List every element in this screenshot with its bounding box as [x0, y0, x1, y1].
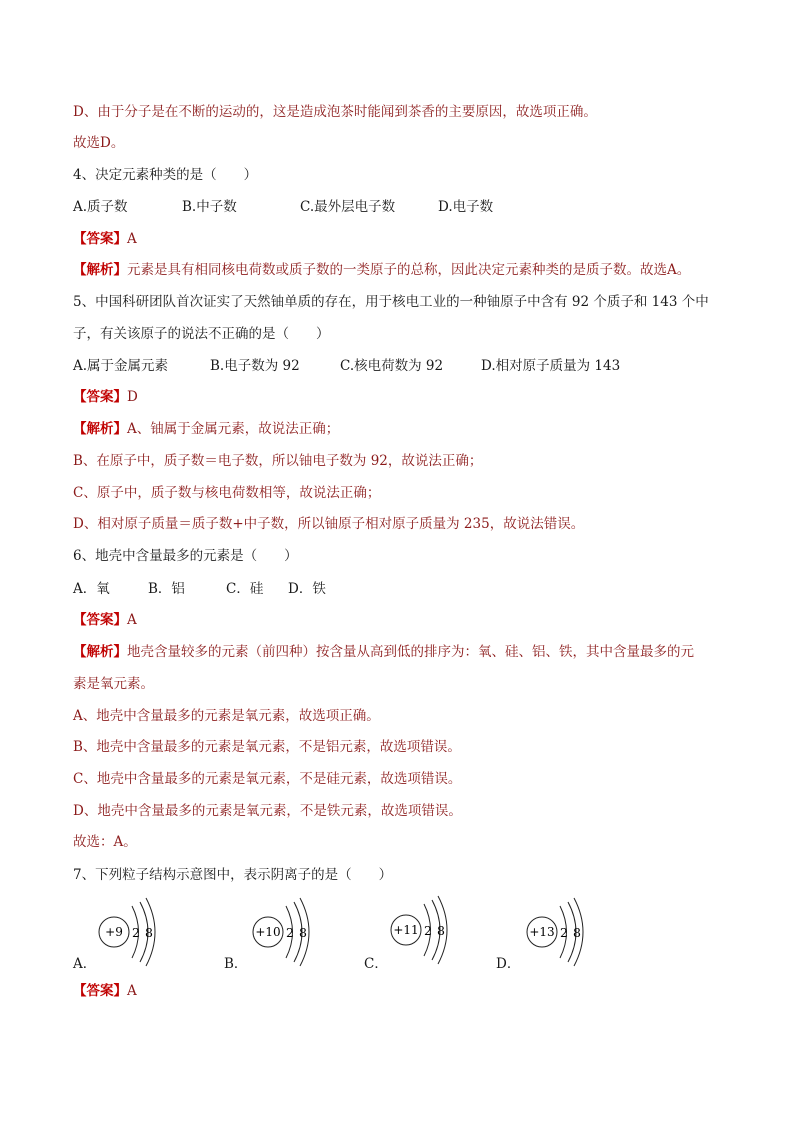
q4-answer — [73, 230, 137, 248]
atom-structure-icon — [96, 894, 176, 964]
shell-2-electrons: 8 — [573, 925, 581, 940]
answer-tag: 【答案】 — [73, 231, 127, 247]
q6-option-a: A．氧 — [73, 581, 110, 597]
shell-2-electrons: 8 — [437, 923, 445, 938]
q7-answer — [73, 982, 137, 1000]
q5-analysis-b: B、在原子中，质子数＝电子数，所以铀电子数为 92，故说法正确； — [73, 453, 483, 469]
analysis-tag: 【解析】 — [73, 421, 127, 437]
q6-analysis-d: D、地壳中含量最多的元素是氧元素，不是铁元素，故选项错误。 — [73, 803, 462, 819]
atom-structure-icon — [388, 892, 468, 962]
q4-option-a: A.质子数 — [73, 199, 128, 215]
q7-option-c-label: C． — [364, 956, 388, 972]
q6-conclusion: 故选：A。 — [73, 834, 137, 850]
q4-stem: 4、决定元素种类的是（ ） — [73, 167, 258, 183]
nucleus-charge: +13 — [529, 925, 555, 939]
q4-analysis — [73, 261, 690, 279]
analysis-text: A、铀属于金属元素，故说法正确； — [127, 421, 340, 437]
q6-analysis-c: C、地壳中含量最多的元素是氧元素，不是硅元素，故选项错误。 — [73, 771, 462, 787]
q7-stem: 7、下列粒子结构示意图中，表示阴离子的是（ ） — [73, 867, 393, 883]
q6-answer — [73, 611, 137, 629]
shell-1-electrons: 2 — [424, 923, 432, 938]
analysis-tag: 【解析】 — [73, 262, 127, 278]
answer-value: A — [127, 612, 137, 628]
analysis-text: 地壳含量较多的元素（前四种）按含量从高到低的排序为：氧、硅、铝、铁，其中含量最多的元 — [127, 644, 694, 660]
q5-option-c: C.核电荷数为 92 — [340, 358, 444, 374]
q5-stem-line1: 5、中国科研团队首次证实了天然铀单质的存在，用于核电工业的一种铀原子中含有 92 个质子和 143 个中 — [73, 294, 709, 310]
q5-option-d: D.相对原子质量为 143 — [481, 358, 621, 374]
q6-option-d: D．铁 — [288, 581, 326, 597]
nucleus-charge: +9 — [105, 925, 123, 939]
q4-option-c: C.最外层电子数 — [300, 199, 396, 215]
q4-option-d: D.电子数 — [438, 199, 494, 215]
answer-value: D — [127, 389, 138, 405]
q6-option-b: B．铝 — [148, 581, 185, 597]
answer-value: A — [127, 231, 137, 247]
answer-value: A — [127, 983, 137, 999]
q7-atom-diagram-c — [388, 892, 468, 966]
answer-tag: 【答案】 — [73, 612, 127, 628]
answer-tag: 【答案】 — [73, 983, 127, 999]
q5-option-a: A.属于金属元素 — [73, 358, 169, 374]
shell-1-electrons: 2 — [286, 925, 294, 940]
q7-atom-diagram-b — [250, 894, 330, 968]
nucleus-charge: +10 — [255, 925, 281, 939]
q5-analysis-c: C、原子中，质子数与核电荷数相等，故说法正确； — [73, 485, 381, 501]
analysis-tag: 【解析】 — [73, 644, 127, 660]
q5-stem-line2: 子，有关该原子的说法不正确的是（ ） — [73, 326, 330, 342]
answer-tag: 【答案】 — [73, 389, 127, 405]
q6-stem: 6、地壳中含量最多的元素是（ ） — [73, 548, 298, 564]
q7-option-b-label: B． — [224, 956, 248, 972]
q4-option-b: B.中子数 — [182, 199, 237, 215]
atom-structure-icon — [524, 894, 604, 964]
q5-analysis — [73, 420, 339, 438]
q3-conclusion: 故选D。 — [73, 135, 125, 151]
q5-answer — [73, 388, 138, 406]
q7-option-d-label: D． — [496, 956, 521, 972]
q6-analysis-a: A、地壳中含量最多的元素是氧元素，故选项正确。 — [73, 708, 380, 724]
q6-option-c: C．硅 — [226, 581, 264, 597]
atom-structure-icon — [250, 894, 330, 964]
nucleus-charge: +11 — [393, 923, 419, 937]
q6-analysis — [73, 643, 694, 661]
shell-1-electrons: 2 — [132, 925, 140, 940]
q7-atom-diagram-a — [96, 894, 176, 968]
q6-analysis-line2: 素是氧元素。 — [73, 676, 154, 692]
shell-2-electrons: 8 — [145, 925, 153, 940]
q5-option-b: B.电子数为 92 — [210, 358, 300, 374]
analysis-text: 元素是具有相同核电荷数或质子数的一类原子的总称，因此决定元素种类的是质子数。故选A。 — [127, 262, 691, 278]
q7-atom-diagram-d — [524, 894, 604, 968]
q6-analysis-b: B、地壳中含量最多的元素是氧元素，不是铝元素，故选项错误。 — [73, 739, 461, 755]
shell-2-electrons: 8 — [299, 925, 307, 940]
shell-1-electrons: 2 — [560, 925, 568, 940]
q7-option-a-label: A． — [73, 956, 97, 972]
q3-option-d-explanation: D、由于分子是在不断的运动的，这是造成泡茶时能闻到茶香的主要原因，故选项正确。 — [73, 104, 597, 120]
q5-analysis-d: D、相对原子质量＝质子数+中子数，所以铀原子相对原子质量为 235，故说法错误。 — [73, 516, 585, 532]
